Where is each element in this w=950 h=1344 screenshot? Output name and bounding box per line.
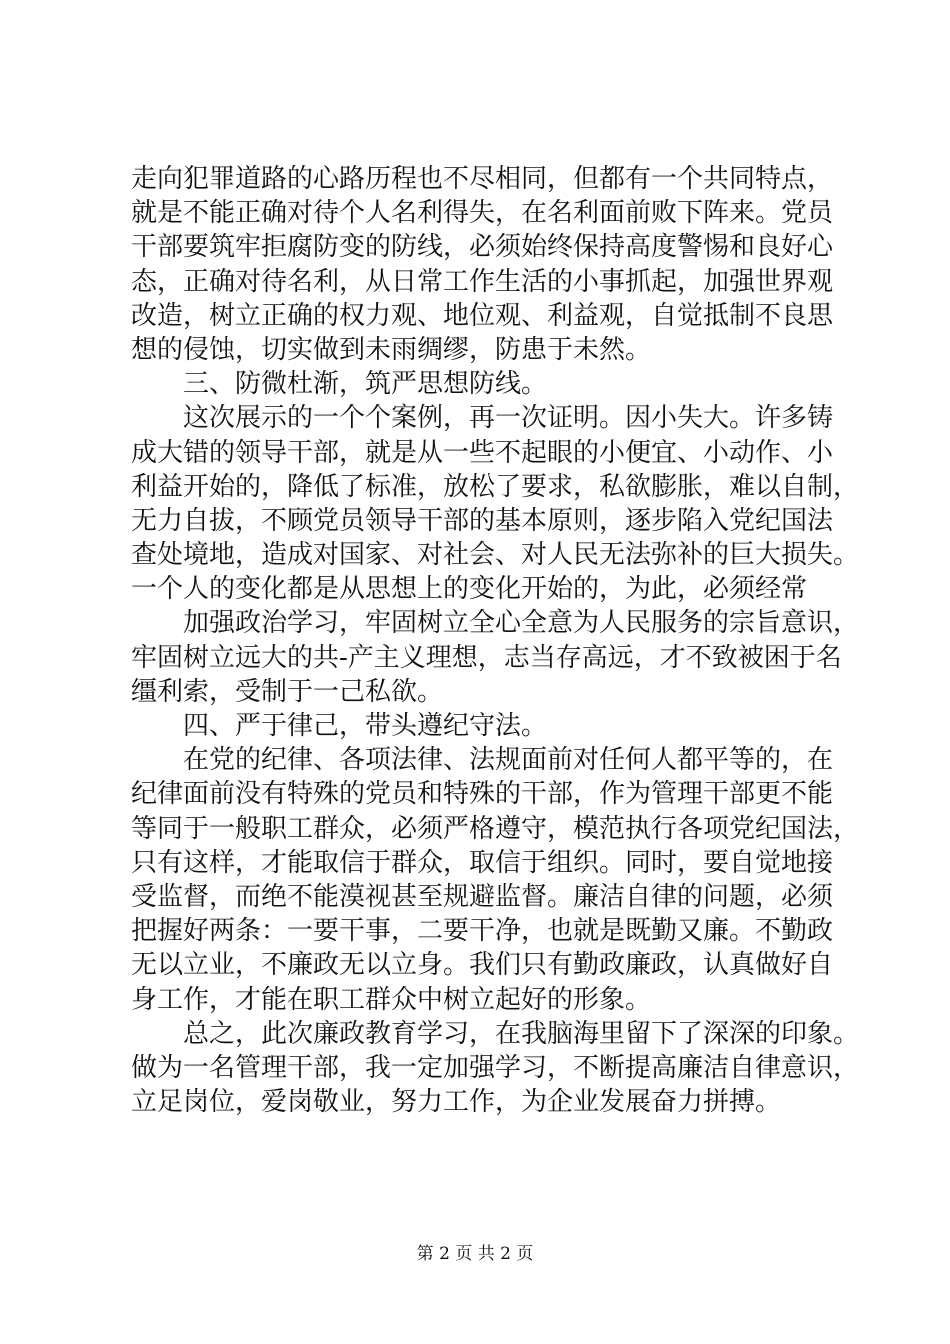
text-line: 干部要筑牢拒腐防变的防线，必须始终保持高度警惕和良好心 [131, 232, 834, 263]
text-line: 态，正确对待名利，从日常工作生活的小事抓起，加强世界观 [131, 266, 834, 297]
text-line: 加强政治学习，牢固树立全心全意为人民服务的宗旨意识， [183, 608, 860, 639]
text-line: 这次展示的一个个案例，再一次证明。因小失大。许多铸 [183, 403, 834, 434]
text-line: 牢固树立远大的共-产主义理想，志当存高远，才不致被困于名 [131, 642, 842, 673]
text-line: 利益开始的，降低了标准，放松了要求，私欲膨胀，难以自制， [131, 471, 860, 502]
text-line: 无以立业，不廉政无以立身。我们只有勤政廉政，认真做好自 [131, 950, 834, 981]
text-line: 立足岗位，爱岗敬业，努力工作，为企业发展奋力拼搏。 [131, 1087, 782, 1118]
document-body [131, 162, 860, 1119]
text-line: 想的侵蚀，切实做到未雨绸缪，防患于未然。 [131, 334, 652, 365]
text-line: 成大错的领导干部，就是从一些不起眼的小便宜、小动作、小 [131, 437, 834, 468]
text-line: 无力自拔，不顾党员领导干部的基本原则，逐步陷入党纪国法 [131, 505, 834, 536]
text-line: 只有这样，才能取信于群众，取信于组织。同时，要自觉地接 [131, 847, 834, 878]
text-line: 等同于一般职工群众，必须严格遵守，模范执行各项党纪国法， [131, 813, 860, 844]
text-line: 走向犯罪道路的心路历程也不尽相同，但都有一个共同特点， [131, 164, 834, 194]
text-line: 就是不能正确对待个人名利得失，在名利面前败下阵来。党员 [131, 198, 834, 229]
text-line: 缰利索，受制于一己私欲。 [131, 676, 444, 707]
text-line: 改造，树立正确的权力观、地位观、利益观，自觉抵制不良思 [131, 300, 834, 331]
text-line: 纪律面前没有特殊的党员和特殊的干部，作为管理干部更不能 [131, 779, 834, 810]
text-line: 在党的纪律、各项法律、法规面前对任何人都平等的，在 [183, 745, 834, 776]
text-line: 查处境地，造成对国家、对社会、对人民无法弥补的巨大损失。 [131, 540, 860, 571]
section-heading: 三、防微杜渐，筑严思想防线。 [183, 369, 548, 400]
text-line: 做为一名管理干部，我一定加强学习，不断提高廉洁自律意识， [131, 1052, 860, 1083]
text-line: 一个人的变化都是从思想上的变化开始的，为此，必须经常 [131, 574, 808, 605]
text-line: 总之，此次廉政教育学习，在我脑海里留下了深深的印象。 [183, 1018, 860, 1049]
section-heading: 四、严于律己，带头遵纪守法。 [183, 711, 548, 741]
page-footer [0, 1243, 950, 1265]
text-line: 把握好两条：一要干事，二要干净，也就是既勤又廉。不勤政 [131, 916, 834, 947]
text-line: 受监督，而绝不能漠视甚至规避监督。廉洁自律的问题，必须 [131, 881, 834, 912]
page-number-label: 第 2 页 共 2 页 [416, 1244, 534, 1264]
text-line: 身工作，才能在职工群众中树立起好的形象。 [131, 984, 652, 1015]
